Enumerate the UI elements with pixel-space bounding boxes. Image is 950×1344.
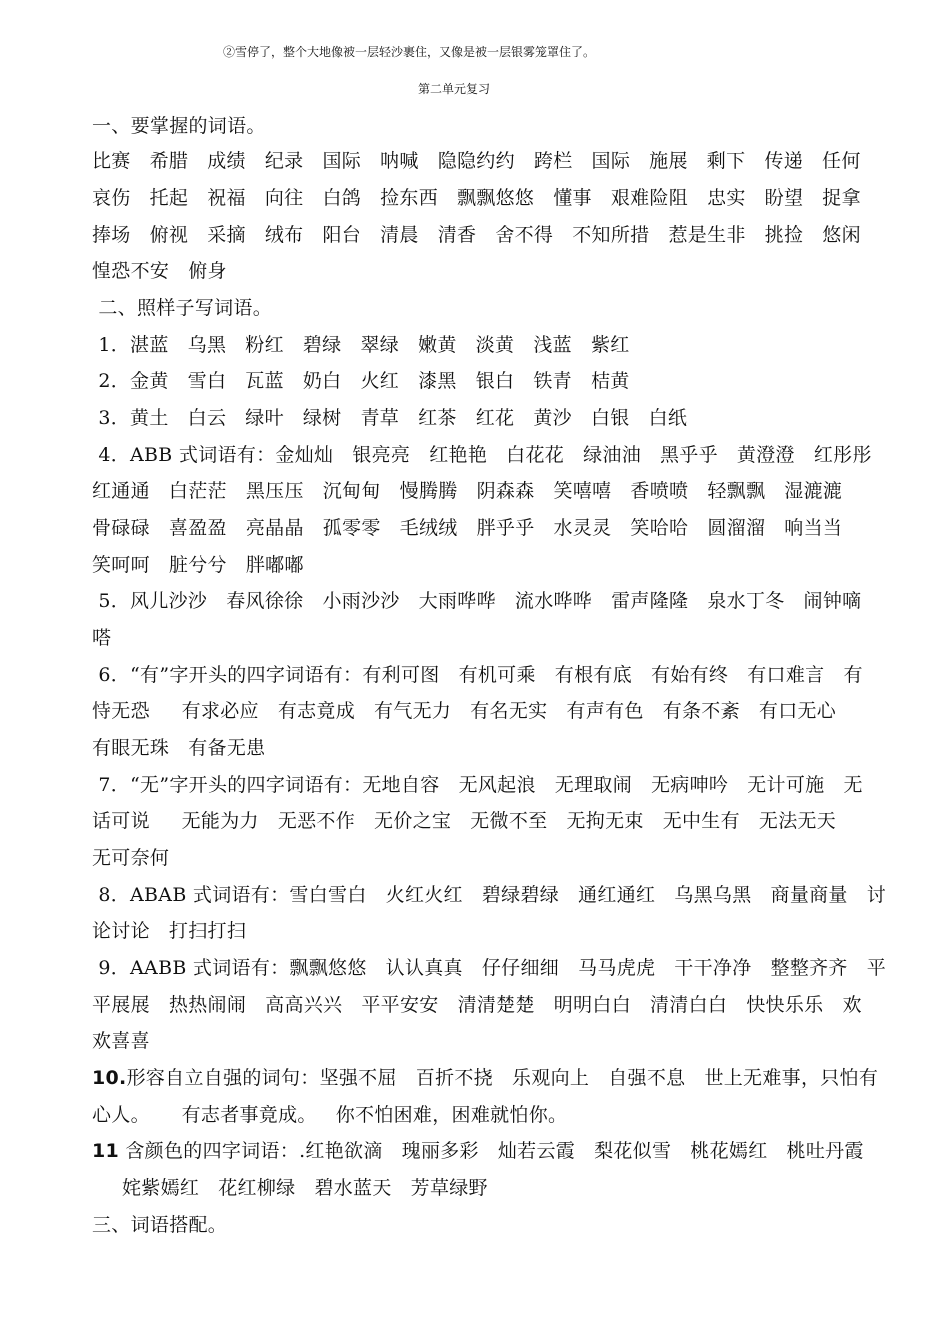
item-10-line <box>92 1066 879 1090</box>
exercise-line: 无可奈何 <box>92 847 170 869</box>
exercise-line: 论讨论 打扫打扫 <box>92 920 247 942</box>
item-10-line: 心人。 有志者事竟成。 你不怕困难，困难就怕你。 <box>92 1104 568 1126</box>
exercise-line: 笑呵呵 脏兮兮 胖嘟嘟 <box>92 554 304 576</box>
unit-title: 第二单元复习 <box>418 82 491 96</box>
item-11-line <box>92 1139 872 1163</box>
exercise-line: 7．“无”字开头的四字词语有：无地自容 无风起浪 无理取闹 无病呻吟 无计可施 无 <box>92 774 863 796</box>
exercise-line: 话可说 无能为力 无恶不作 无价之宝 无微不至 无拘无束 无中生有 无法无天 <box>92 810 837 832</box>
exercise-line: 嗒 <box>92 627 112 649</box>
item-text: 形容自立自强的词句：坚强不屈 百折不挠 乐观向上 自强不息 世上无难事，只怕有 <box>126 1067 879 1089</box>
vocabulary-line: 哀伤 托起 祝福 向往 白鸽 捡东西 飘飘悠悠 懂事 艰难险阻 忠实 盼望 捉拿 <box>92 187 861 209</box>
section-heading-vocabulary: 一、要掌握的词语。 <box>92 115 266 137</box>
item-number: 10. <box>92 1067 127 1089</box>
exercise-line: 欢喜喜 <box>92 1030 150 1052</box>
vocabulary-line: 惶恐不安 俯身 <box>92 260 227 282</box>
exercise-line: 5．风儿沙沙 春风徐徐 小雨沙沙 大雨哗哗 流水哗哗 雷声隆隆 泉水丁冬 闹钟嘀 <box>92 590 862 612</box>
exercise-line: 平展展 热热闹闹 高高兴兴 平平安安 清清楚楚 明明白白 清清白白 快快乐乐 欢 <box>92 994 862 1016</box>
exercise-line: 骨碌碌 喜盈盈 亮晶晶 孤零零 毛绒绒 胖乎乎 水灵灵 笑哈哈 圆溜溜 响当当 <box>92 517 843 539</box>
section-heading-collocation: 三、词语搭配。 <box>92 1214 228 1236</box>
exercise-line: 3．黄土 白云 绿叶 绿树 青草 红茶 红花 黄沙 白银 白纸 <box>92 407 688 429</box>
exercise-line: 6．“有”字开头的四字词语有：有利可图 有机可乘 有根有底 有始有终 有口难言 有 <box>92 664 863 686</box>
exercise-line: 4．ABB 式词语有：金灿灿 银亮亮 红艳艳 白花花 绿油油 黑乎乎 黄澄澄 红彤彤 <box>92 444 872 466</box>
exercise-line: 恃无恐 有求必应 有志竟成 有气无力 有名无实 有声有色 有条不紊 有口无心 <box>92 700 837 722</box>
vocabulary-line: 捧场 俯视 采摘 绒布 阳台 清晨 清香 舍不得 不知所措 惹是生非 挑捡 悠闲 <box>92 224 861 246</box>
exercise-line: 1．湛蓝 乌黑 粉红 碧绿 翠绿 嫩黄 淡黄 浅蓝 紫红 <box>92 334 630 356</box>
section-heading-examples: 二、照样子写词语。 <box>92 297 273 319</box>
example-sentence: ②雪停了，整个大地像被一层轻沙裹住，又像是被一层银雾笼罩住了。 <box>223 45 596 59</box>
item-text: 含颜色的四字词语：.红艳欲滴 瑰丽多彩 灿若云霞 梨花似雪 桃花嫣红 桃吐丹霞 <box>119 1140 864 1162</box>
exercise-line: 有眼无珠 有备无患 <box>92 737 266 759</box>
exercise-line: 9．AABB 式词语有：飘飘悠悠 认认真真 仔仔细细 马马虎虎 干干净净 整整齐齐 平 <box>92 957 887 979</box>
item-11-line: 姹紫嫣红 花红柳绿 碧水蓝天 芳草绿野 <box>122 1177 488 1199</box>
exercise-line: 2．金黄 雪白 瓦蓝 奶白 火红 漆黑 银白 铁青 桔黄 <box>92 370 630 392</box>
vocabulary-line: 比赛 希腊 成绩 纪录 国际 呐喊 隐隐约约 跨栏 国际 施展 剩下 传递 任何 <box>92 150 861 172</box>
item-number: 11 <box>92 1140 120 1162</box>
exercise-line: 8．ABAB 式词语有：雪白雪白 火红火红 碧绿碧绿 通红通红 乌黑乌黑 商量商量 讨 <box>92 884 887 906</box>
exercise-line: 红通通 白茫茫 黑压压 沉甸甸 慢腾腾 阴森森 笑嘻嘻 香喷喷 轻飘飘 湿漉漉 <box>92 480 843 502</box>
